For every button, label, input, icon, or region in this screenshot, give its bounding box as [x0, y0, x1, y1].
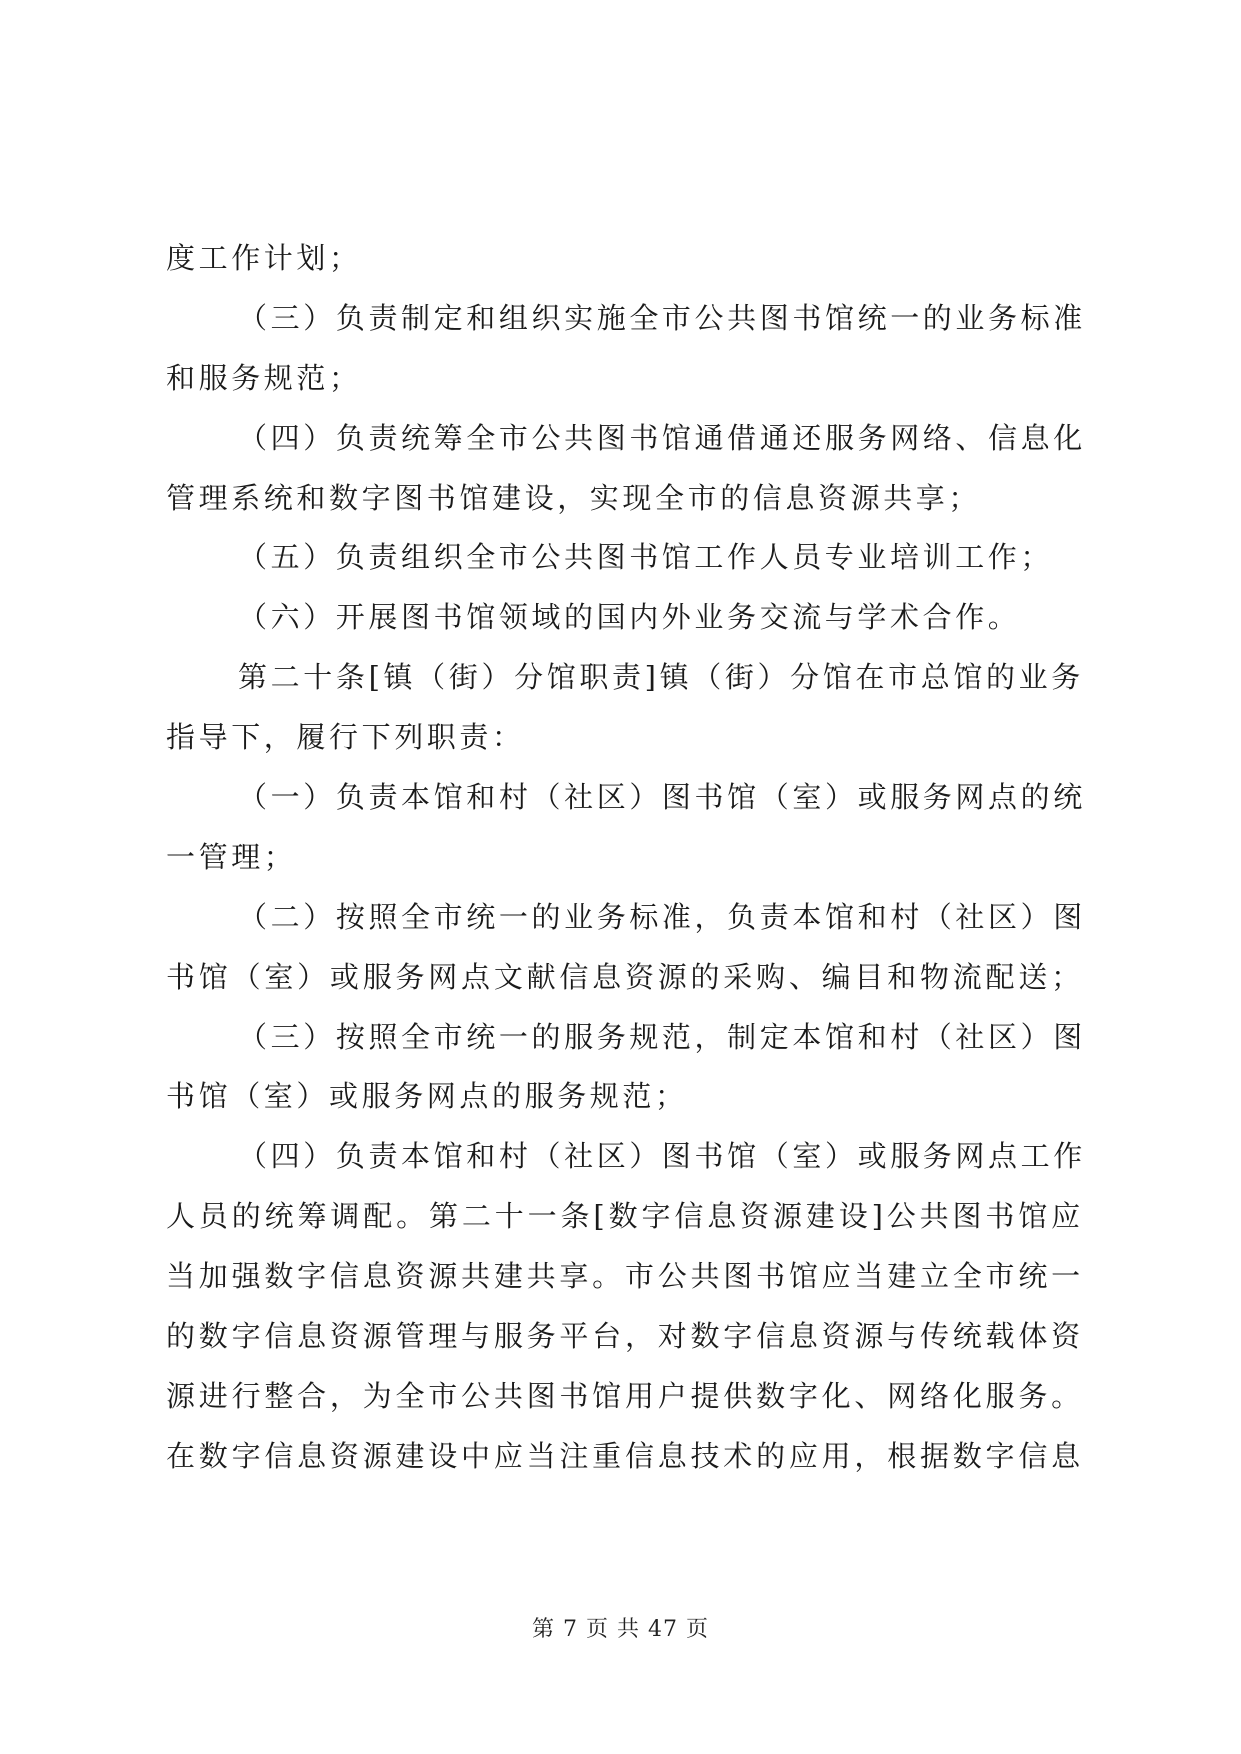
text-line-19: 的 数 字 信 息 资 源 管 理 与 服 务 平 台 ， 对 数 字 信 息 资 源 与 传 统 载 体 资	[166, 1319, 1084, 1354]
text-line-3: 和服务规范；	[166, 360, 362, 395]
text-line-6: （五）负责组织全市公共图书馆工作人员专业培训工作；	[238, 540, 1054, 575]
text-line-8: 第 二 十 条 [ 镇 （ 街 ） 分 馆 职 责 ] 镇 （ 街 ） 分 馆 在 市 总 馆 的 业 务	[238, 660, 1084, 695]
text-line-9: 指导下，履行下列职责：	[166, 720, 525, 755]
text-line-14: （ 三 ） 按 照 全 市 统 一 的 服 务 规 范 ， 制 定 本 馆 和 村 （ 社 区 ） 图	[238, 1019, 1086, 1054]
document-body	[166, 229, 1084, 1487]
text-line-17: 人 员 的 统 筹 调 配 。 第 二 十 一 条 [ 数 字 信 息 资 源 建 设 ] 公 共 图 书 馆 应	[166, 1199, 1084, 1234]
text-line-15: 书馆（室）或服务网点的服务规范；	[166, 1079, 688, 1114]
text-line-10: （ 一 ） 负 责 本 馆 和 村 （ 社 区 ） 图 书 馆 （ 室 ） 或 服 务 网 点 的 统	[238, 780, 1086, 815]
text-line-13: 书 馆 （ 室 ） 或 服 务 网 点 文 献 信 息 资 源 的 采 购 、 编 目 和 物 流 配 送 ；	[166, 959, 1084, 994]
text-line-18: 当 加 强 数 字 信 息 资 源 共 建 共 享 。 市 公 共 图 书 馆 应 当 建 立 全 市 统 一	[166, 1259, 1084, 1294]
text-line-1: 度工作计划；	[166, 241, 362, 275]
text-line-11: 一管理；	[166, 839, 297, 874]
text-line-12: （ 二 ） 按 照 全 市 统 一 的 业 务 标 准 ， 负 责 本 馆 和 村 （ 社 区 ） 图	[238, 899, 1086, 934]
text-line-4: （ 四 ） 负 责 统 筹 全 市 公 共 图 书 馆 通 借 通 还 服 务 网 络 、 信 息 化	[238, 420, 1086, 455]
text-line-7: （六）开展图书馆领域的国内外业务交流与学术合作。	[238, 600, 1021, 635]
text-line-21: 在 数 字 信 息 资 源 建 设 中 应 当 注 重 信 息 技 术 的 应 用 ， 根 据 数 字 信 息	[166, 1438, 1084, 1473]
text-line-2: （ 三 ） 负 责 制 定 和 组 织 实 施 全 市 公 共 图 书 馆 统 一 的 业 务 标 准	[238, 300, 1086, 335]
text-line-5: 管理系统和数字图书馆建设，实现全市的信息资源共享；	[166, 480, 982, 515]
page-number-footer: 第 7 页 共 47 页	[532, 1617, 709, 1642]
text-line-20: 源 进 行 整 合 ， 为 全 市 公 共 图 书 馆 用 户 提 供 数 字 化 、 网 络 化 服 务 。	[166, 1378, 1084, 1413]
text-line-16: （ 四 ） 负 责 本 馆 和 村 （ 社 区 ） 图 书 馆 （ 室 ） 或 服 务 网 点 工 作	[238, 1139, 1086, 1174]
